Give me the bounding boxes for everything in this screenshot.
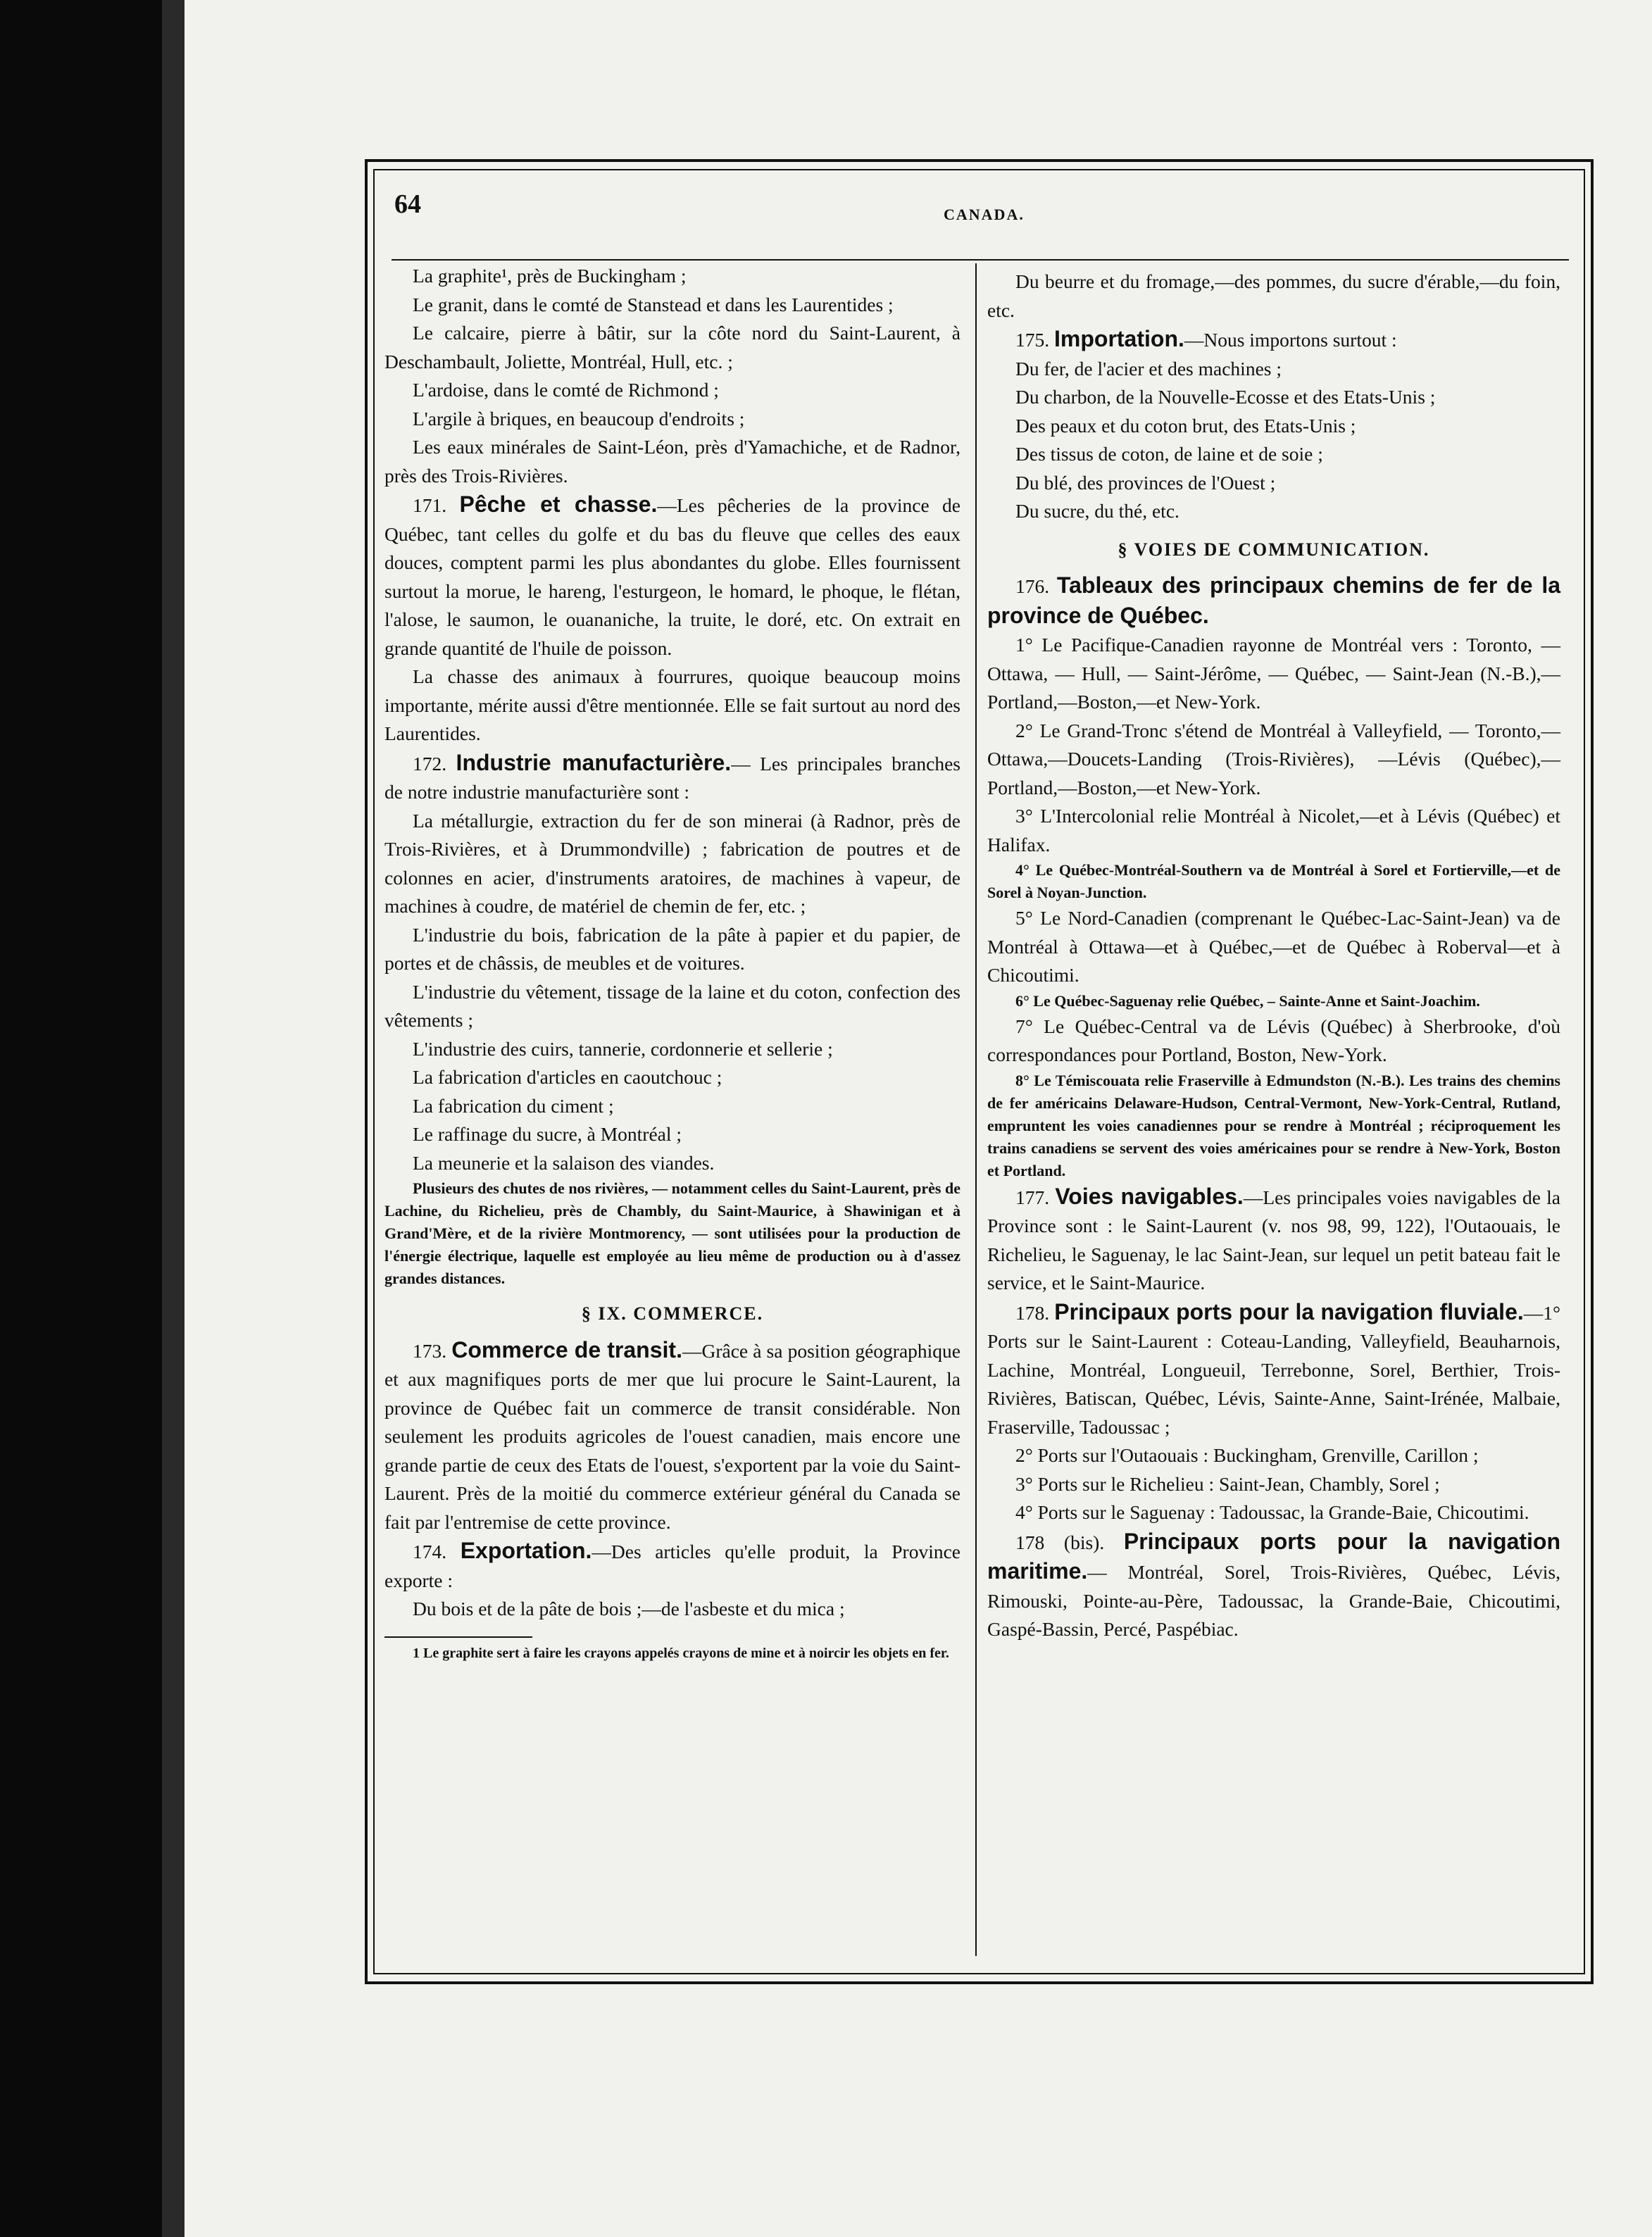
import-tissus: Des tissus de coton, de laine et de soie ; bbox=[1015, 443, 1323, 465]
section-ix-heading: § IX. COMMERCE. bbox=[581, 1303, 764, 1324]
mineral-graphite: La graphite¹, près de Buckingham ; bbox=[413, 265, 687, 287]
section-177-number: 177. bbox=[1015, 1186, 1050, 1208]
ports-richelieu: 3° Ports sur le Richelieu : Saint-Jean, Chambly, Sorel ; bbox=[1015, 1472, 1440, 1495]
section-178bis-number: 178 (bis). bbox=[1015, 1531, 1105, 1553]
section-175-title: Importation. bbox=[1054, 326, 1184, 351]
section-voies-heading: § VOIES DE COMMUNICATION. bbox=[1118, 539, 1430, 560]
import-ble: Du blé, des provinces de l'Ouest ; bbox=[1015, 471, 1276, 494]
ports-outaouais: 2° Ports sur l'Outaouais : Buckingham, Grenville, Carillon ; bbox=[1015, 1444, 1479, 1466]
section-174 bbox=[384, 1536, 960, 1595]
section-175-number: 175. bbox=[1015, 329, 1050, 351]
section-173-number: 173. bbox=[413, 1339, 447, 1362]
mineral-eaux: Les eaux minérales de Saint-Léon, près d'Yamachiche, et de Radnor, près des Trois-Rivières. bbox=[384, 436, 960, 487]
section-177 bbox=[987, 1182, 1560, 1298]
header-rule bbox=[392, 259, 1569, 261]
mineral-ardoise: L'ardoise, dans le comté de Richmond ; bbox=[413, 379, 719, 401]
left-column bbox=[384, 262, 960, 1663]
section-177-text: —Les principales voies navigables de la Province sont : le Saint-Laurent (v. nos 98, 99, 122), l'Outaouais, le Richelieu, le Saguenay, le lac Saint-Jean, sur lequel un petit bateau fait le service, et le Saint-Maurice. bbox=[987, 1186, 1561, 1293]
ports-saguenay: 4° Ports sur le Saguenay : Tadoussac, la Grande-Baie, Chicoutimi. bbox=[1015, 1501, 1529, 1523]
mineral-argile: L'argile à briques, en beaucoup d'endroits ; bbox=[413, 407, 745, 430]
industry-sucre: Le raffinage du sucre, à Montréal ; bbox=[413, 1123, 682, 1145]
industry-cuirs: L'industrie des cuirs, tannerie, cordonnerie et sellerie ; bbox=[413, 1037, 833, 1060]
section-178bis-title: Principaux ports pour la navigation maritime. bbox=[987, 1528, 1560, 1584]
industry-vetement: L'industrie du vêtement, tissage de la laine et du coton, confection des vêtements ; bbox=[384, 980, 960, 1031]
footnote: 1 Le graphite sert à faire les crayons appelés crayons de mine et à noircir les objets en fer. bbox=[413, 1645, 949, 1661]
railway-7: 7° Le Québec-Central va de Lévis (Québec) à Sherbrooke, d'où correspondances pour Portland, Boston, New-York. bbox=[987, 1015, 1560, 1065]
export-bois: Du bois et de la pâte de bois ;—de l'asbeste et du mica ; bbox=[413, 1598, 845, 1619]
industry-metallurgie: La métallurgie, extraction du fer de son minerai (à Radnor, près de Trois-Rivières, et à Drummondville) ; fabrication de poutres et de colonnes en acier, d'instruments aratoires, de machines à vapeur, de machines à coudre, de matériel de chemin de fer, etc. ; bbox=[384, 809, 960, 917]
section-178-number: 178. bbox=[1015, 1301, 1050, 1324]
section-172-number: 172. bbox=[413, 752, 447, 775]
section-174-text: —Des articles qu'elle produit, la Province exporte : bbox=[384, 1541, 960, 1591]
note-chutes: Plusieurs des chutes de nos rivières, — notamment celles du Saint-Laurent, près de Lachine, du Richelieu, près de Chambly, du Saint-Maurice, à Shawinigan et à Grand'Mère, et de la rivière Montmorency, — sont utilisées pour la production de l'énergie électrique, laquelle est employée au lieu même de production ou à d'assez grandes distances. bbox=[384, 1179, 960, 1287]
footnote-rule bbox=[384, 1636, 532, 1638]
railway-6: 6° Le Québec-Saguenay relie Québec, – Sainte-Anne et Saint-Joachim. bbox=[1015, 991, 1480, 1010]
section-172-title: Industrie manufacturière. bbox=[456, 749, 732, 775]
section-173-title: Commerce de transit. bbox=[451, 1336, 682, 1362]
industry-bois: L'industrie du bois, fabrication de la pâte à papier et du papier, de portes et de châssis, de meubles et de voitures. bbox=[384, 923, 960, 974]
section-171 bbox=[384, 490, 960, 663]
railway-8: 8° Le Témiscouata relie Fraserville à Edmundston (N.-B.). Les trains des chemins de fer américains Delaware-Hudson, Central-Vermont, New-York-Central, Rutland, empruntent les voies canadiennes pour se rendre à Montréal ; réciproquement les trains canadiens se servent des voies américaines pour se rendre à New-York, Boston et Portland. bbox=[987, 1071, 1560, 1179]
mineral-granit: Le granit, dans le comté de Stanstead et dans les Laurentides ; bbox=[413, 293, 894, 315]
section-173 bbox=[384, 1336, 960, 1537]
section-174-number: 174. bbox=[413, 1541, 447, 1562]
export-continued: Du beurre et du fromage,—des pommes, du sucre d'érable,—du foin, etc. bbox=[987, 270, 1560, 321]
section-178bis-text: — Montréal, Sorel, Trois-Rivières, Québec, Lévis, Rimouski, Pointe-au-Père, Tadoussac, la Grande-Baie, Chicoutimi, Gaspé-Bassin, Percé, Paspébiac. bbox=[987, 1561, 1560, 1640]
section-171-text: —Les pêcheries de la province de Québec, tant celles du golfe et du bas du fleuve que celles des eaux douces, comptent parmi les plus abondantes du globe. Elles fournissent surtout la morue, le hareng, l'esturgeon, le homard, le phoque, le flétan, l'alose, le saumon, le ouananiche, la truite, le doré, etc. On extrait en grande quantité de l'huile de poisson. bbox=[384, 494, 961, 659]
section-174-title: Exportation. bbox=[460, 1538, 592, 1563]
section-171-chasse: La chasse des animaux à fourrures, quoique beaucoup moins importante, mérite aussi d'être mentionnée. Elle se fait surtout au nord des Laurentides. bbox=[384, 665, 960, 744]
section-176-number: 176. bbox=[1015, 575, 1050, 597]
section-171-number: 171. bbox=[413, 494, 447, 516]
import-sucre: Du sucre, du thé, etc. bbox=[1015, 500, 1179, 522]
section-178 bbox=[987, 1298, 1560, 1442]
import-peaux: Des peaux et du coton brut, des Etats-Unis ; bbox=[1015, 414, 1356, 437]
industry-meunerie: La meunerie et la salaison des viandes. bbox=[413, 1151, 715, 1174]
railway-3: 3° L'Intercolonial relie Montréal à Nicolet,—et à Lévis (Québec) et Halifax. bbox=[987, 805, 1560, 856]
section-172 bbox=[384, 748, 960, 807]
section-172-text: — Les principales branches de notre industrie manufacturière sont : bbox=[384, 752, 961, 803]
industry-caoutchouc: La fabrication d'articles en caoutchouc ; bbox=[413, 1066, 722, 1088]
import-charbon: Du charbon, de la Nouvelle-Ecosse et des Etats-Unis ; bbox=[1015, 386, 1436, 408]
section-178-title: Principaux ports pour la navigation fluviale. bbox=[1054, 1298, 1524, 1324]
column-divider bbox=[975, 263, 977, 1956]
mineral-calcaire: Le calcaire, pierre à bâtir, sur la côte nord du Saint-Laurent, à Deschambault, Joliette, Montréal, Hull, etc. ; bbox=[384, 322, 960, 372]
section-176 bbox=[987, 571, 1560, 631]
section-178bis bbox=[987, 1527, 1560, 1644]
railway-2: 2° Le Grand-Tronc s'étend de Montréal à Valleyfield, — Toronto,—Ottawa,—Doucets-Landing (Trois-Rivières), —Lévis (Québec),—Portland,—Boston,—et New-York. bbox=[987, 719, 1560, 798]
railway-4: 4° Le Québec-Montréal-Southern va de Montréal à Sorel et Fortierville,—et de Sorel à Noyan-Junction. bbox=[987, 861, 1560, 901]
section-171-title: Pêche et chasse. bbox=[459, 491, 658, 517]
page-number: 64 bbox=[394, 189, 421, 219]
section-176-title: Tableaux des principaux chemins de fer de la province de Québec. bbox=[987, 572, 1561, 628]
section-177-title: Voies navigables. bbox=[1055, 1183, 1244, 1209]
railway-1: 1° Le Pacifique-Canadien rayonne de Montréal vers : Toronto, — Ottawa, — Hull, — Saint-Jérôme, — Québec, — Saint-Jean (N.-B.),—Portland,—Boston,—et New-York. bbox=[987, 634, 1560, 713]
section-178-text: —1° Ports sur le Saint-Laurent : Coteau-Landing, Valleyfield, Beauharnois, Lachine, Montréal, Longueuil, Terrebonne, Sorel, Berthier, Trois-Rivières, Batiscan, Québec, Lévis, Sainte-Anne, Saint-Irénée, Malbaie, Fraserville, Tadoussac ; bbox=[987, 1301, 1561, 1438]
section-173-text: —Grâce à sa position géographique et aux magnifiques ports de mer que lui procure le Saint-Laurent, la province de Québec fait un commerce de transit considérable. Non seulement les produits agricoles de l'ouest canadien, mais encore une grande partie de ceux des Etats de l'ouest, s'exportent par la voie du Saint-Laurent. Près de la moitié du commerce extérieur général du Canada se fait par l'entremise de cette province. bbox=[384, 1339, 960, 1533]
right-column bbox=[987, 268, 1560, 1644]
section-175-text: —Nous importons surtout : bbox=[1184, 329, 1397, 351]
import-fer: Du fer, de l'acier et des machines ; bbox=[1015, 357, 1282, 380]
railway-5: 5° Le Nord-Canadien (comprenant le Québec-Lac-Saint-Jean) va de Montréal à Ottawa—et à Québec,—et de Québec à Roberval—et à Chicoutimi. bbox=[987, 907, 1560, 986]
industry-ciment: La fabrication du ciment ; bbox=[413, 1094, 614, 1117]
section-175 bbox=[987, 325, 1560, 355]
running-title: CANADA. bbox=[944, 206, 1025, 223]
